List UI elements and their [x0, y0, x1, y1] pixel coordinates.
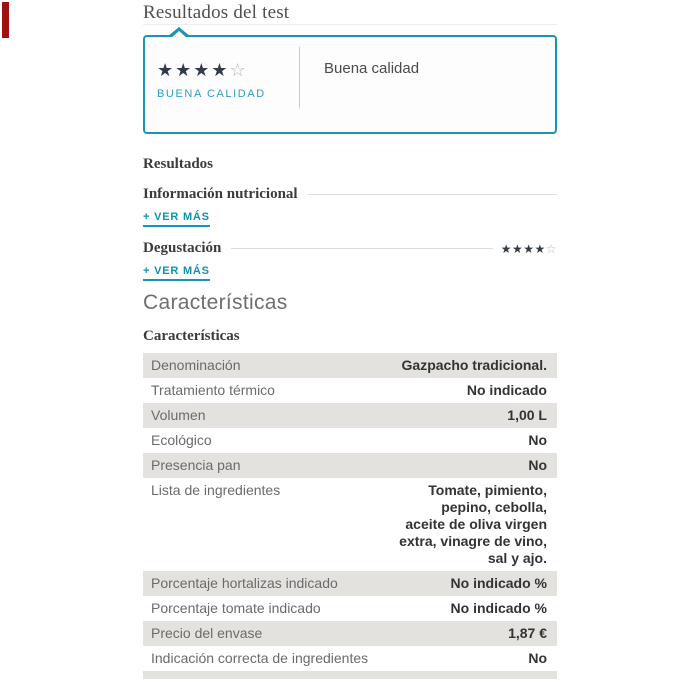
box-notch-pointer: [167, 27, 191, 37]
star-empty-icon: ☆: [545, 241, 557, 256]
section-title-informacion-nutricional: Información nutricional: [143, 186, 298, 202]
spec-label: Ecológico: [151, 432, 212, 448]
ver-mas-link-degustacion[interactable]: + VER MÁS: [143, 265, 210, 281]
spec-value: Gazpacho tradicional.: [401, 357, 547, 373]
red-corner-marker: [2, 2, 9, 38]
spec-label: Denominación: [151, 357, 241, 373]
section-informacion-nutricional: [143, 186, 557, 227]
spec-row: [143, 621, 557, 646]
degustacion-star-rating: [501, 242, 557, 256]
test-result-summary-box: [143, 35, 557, 134]
spec-row: [143, 646, 557, 671]
spec-row: [143, 571, 557, 596]
spec-label: Presencia pan: [151, 457, 241, 473]
ver-mas-link-informacion[interactable]: + VER MÁS: [143, 211, 210, 227]
spec-row: [143, 378, 557, 403]
spec-value: Tomate, pimiento, pepino, cebolla, aceite de oliva virgen extra, vinagre de vino, sal y ajo.: [399, 482, 547, 566]
spec-value: No: [528, 650, 547, 666]
spec-label: Porcentaje hortalizas indicado: [151, 575, 338, 591]
test-results-panel: [143, 0, 557, 679]
spec-value: No: [528, 432, 547, 448]
spec-row-partial: [143, 671, 557, 679]
star-empty-icon: ☆: [229, 60, 248, 80]
characteristics-table: [143, 353, 557, 671]
spec-value: No indicado %: [450, 575, 547, 591]
spec-row: [143, 403, 557, 428]
rating-left-column: [145, 37, 299, 132]
spec-label: Volumen: [151, 407, 206, 423]
spec-value: No: [528, 457, 547, 473]
spec-value: No indicado %: [450, 600, 547, 616]
quality-label: BUENA CALIDAD: [157, 88, 266, 100]
section-degustacion: [143, 240, 557, 281]
stars-filled: ★★★★: [157, 60, 230, 80]
spec-value: 1,87 €: [508, 625, 547, 641]
spec-label: Tratamiento térmico: [151, 382, 275, 398]
caracteristicas-heading: Características: [143, 291, 288, 314]
spec-value: No indicado: [466, 382, 547, 398]
spec-label: Precio del envase: [151, 625, 263, 641]
rating-right-column: [300, 37, 555, 132]
spec-row: [143, 596, 557, 621]
divider-line: [308, 194, 557, 195]
page-title: Resultados del test: [143, 0, 557, 25]
resultados-heading: Resultados: [143, 156, 214, 172]
divider-line: [231, 248, 492, 249]
quality-star-rating: [157, 60, 299, 80]
spec-value: 1,00 L: [507, 407, 547, 423]
spec-label: Porcentaje tomate indicado: [151, 600, 321, 616]
spec-label: Indicación correcta de ingredientes: [151, 650, 369, 666]
caracteristicas-subheading: Características: [143, 328, 240, 344]
stars-filled: ★★★★: [500, 241, 546, 256]
spec-row: [143, 353, 557, 378]
quality-summary-text: Buena calidad: [324, 60, 420, 77]
spec-row: [143, 478, 557, 571]
section-title-degustacion: Degustación: [143, 240, 222, 256]
spec-row: [143, 453, 557, 478]
spec-label: Lista de ingredientes: [151, 482, 281, 498]
spec-row: [143, 428, 557, 453]
